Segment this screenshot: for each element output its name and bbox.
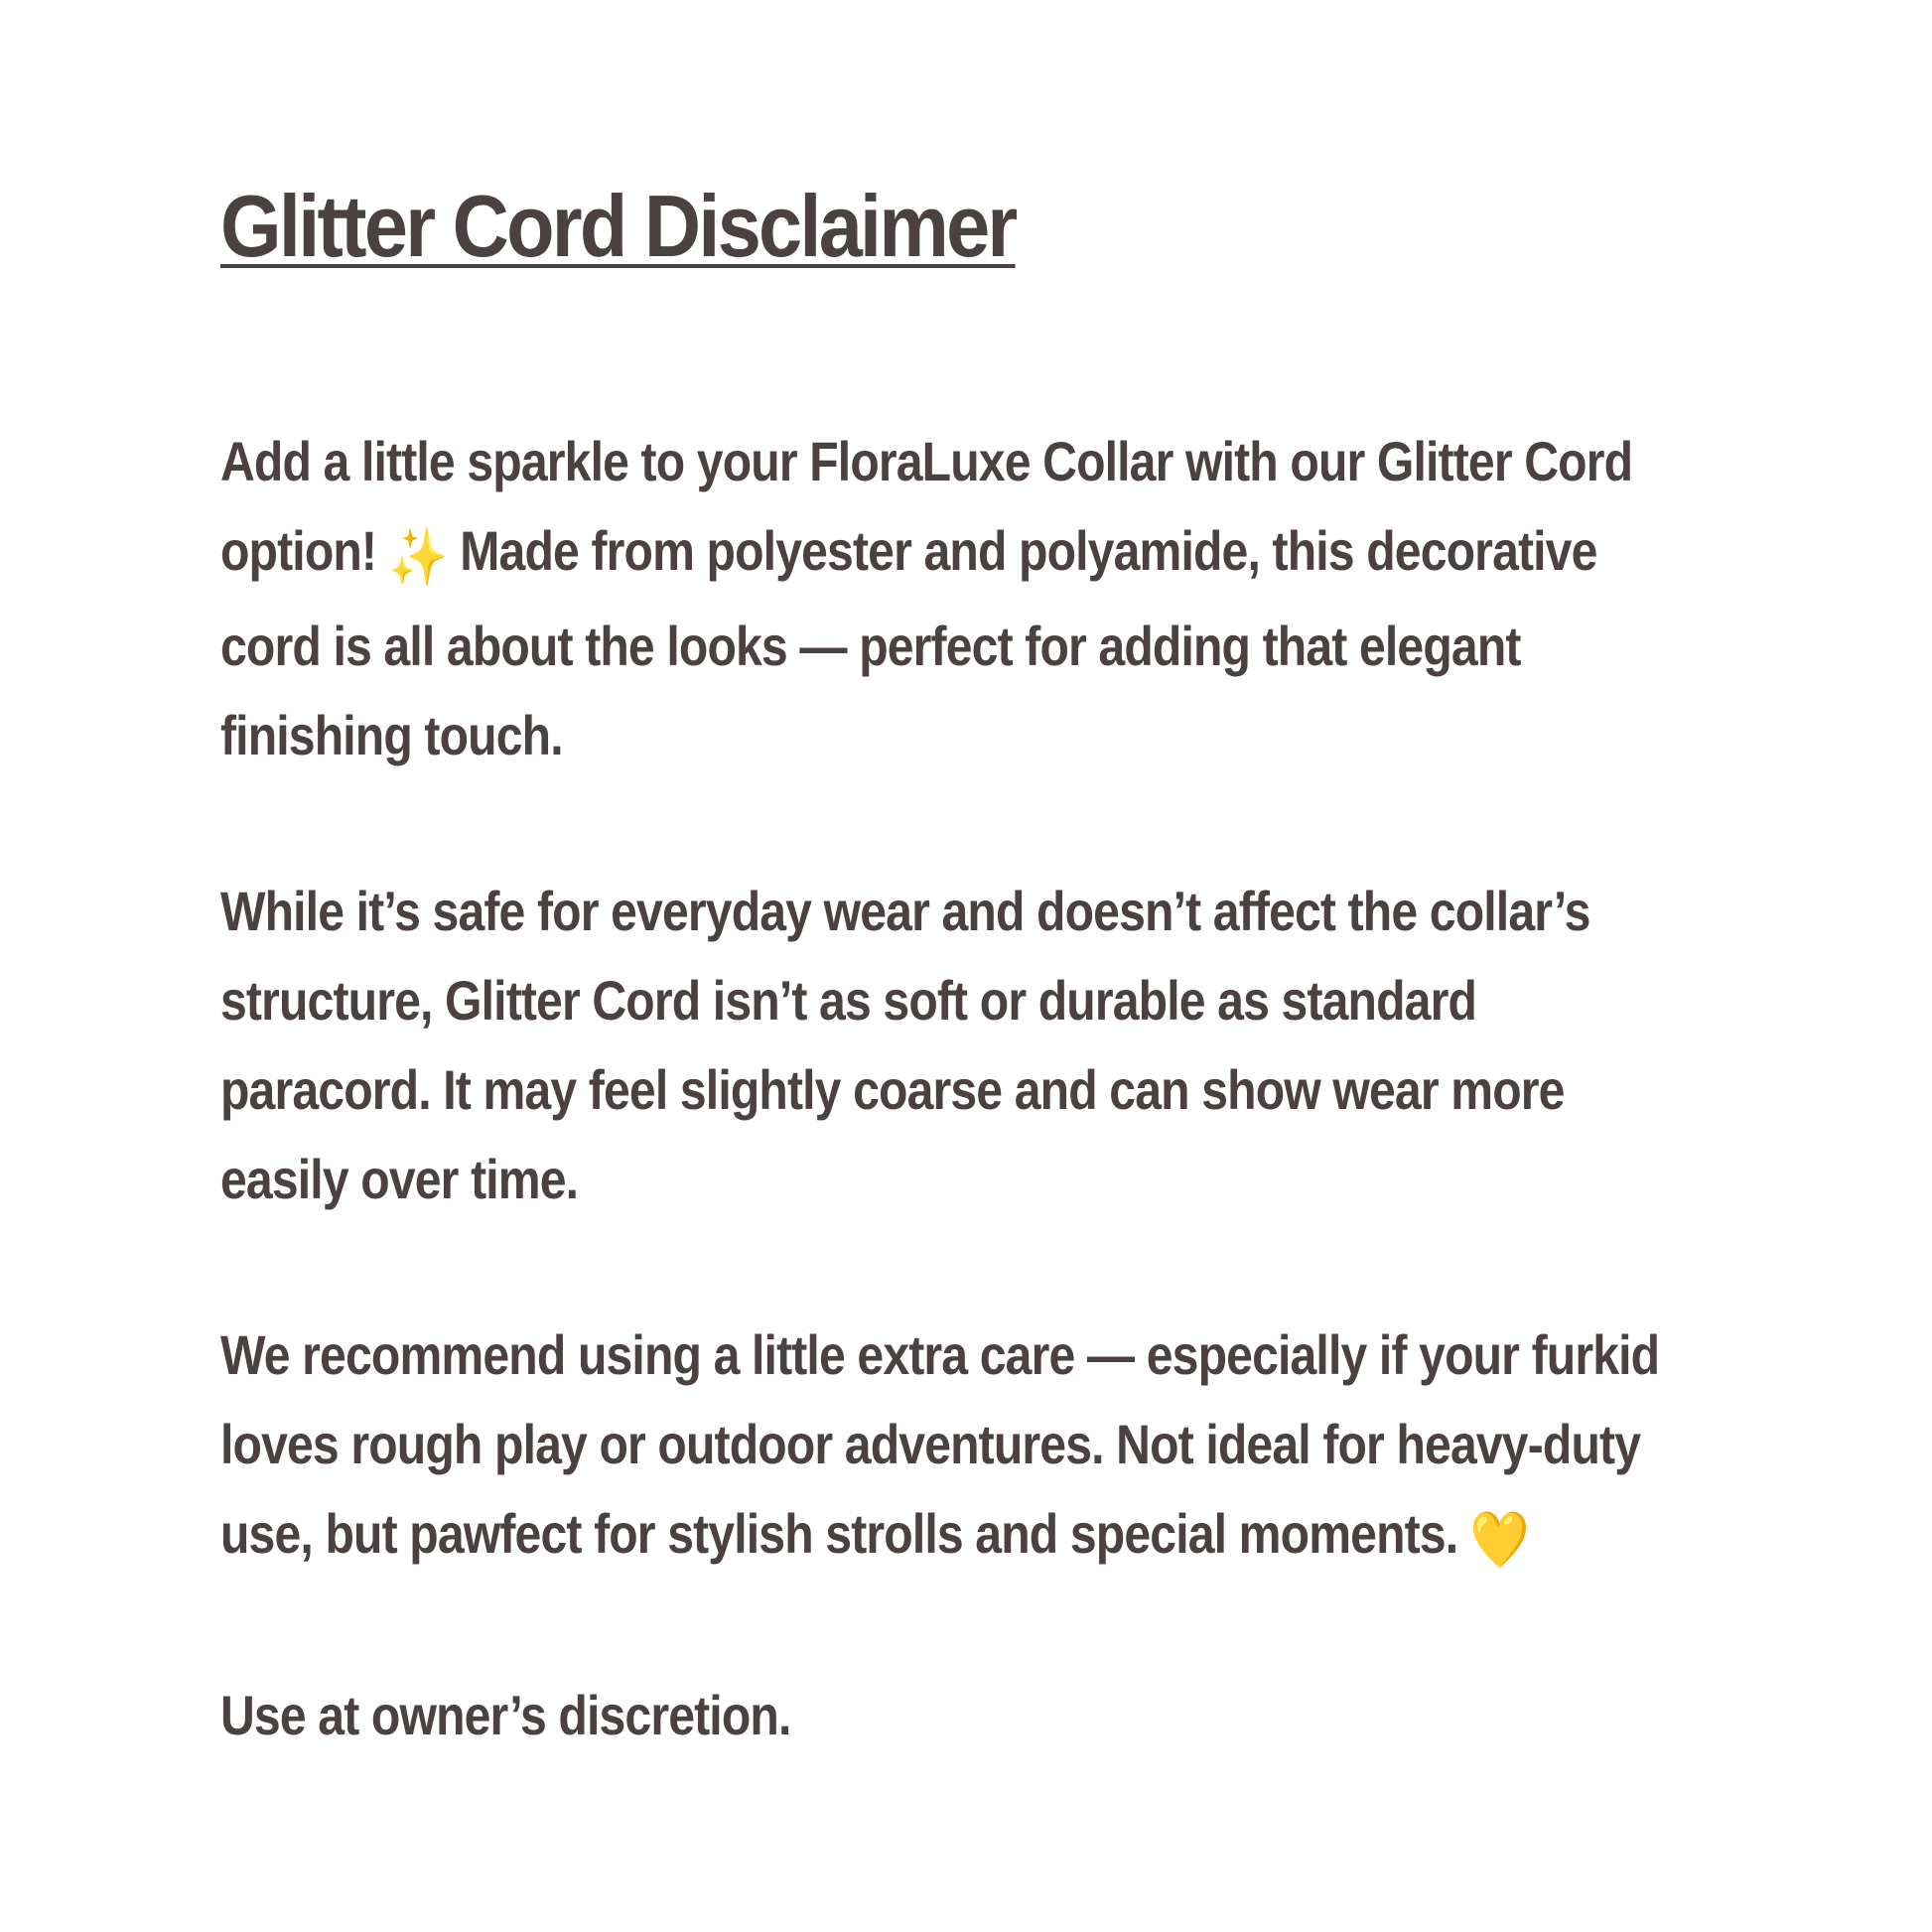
page-title: Glitter Cord Disclaimer <box>220 177 1016 275</box>
disclaimer-document <box>220 177 1769 1760</box>
intro-text-end: Made from polyester and polyamide, this decorative cord is all about the looks — perfect for adding that elegant finishing touch. <box>220 519 1597 766</box>
paragraph-recommendation <box>220 1311 1672 1585</box>
recommendation-text: We recommend using a little extra care — especially if your furkid loves rough play or outdoor adventures. Not ideal for heavy-duty use, but pawfect for stylish strolls and special moments. <box>220 1323 1660 1565</box>
paragraph-durability: While it’s safe for everyday wear and doesn’t affect the collar’s structure, Glitter Cord isn’t as soft or durable as standard paracord. It may feel slightly coarse and can show wear more easily over time. <box>220 880 1590 1210</box>
intro-text-start: Add a little sparkle to your FloraLuxe Collar with our Glitter Cord option! <box>220 430 1633 582</box>
yellow-heart-icon: 💛 <box>1469 1508 1529 1571</box>
paragraph-discretion: Use at owner’s discretion. <box>220 1684 791 1746</box>
paragraph-intro <box>220 417 1672 780</box>
sparkles-icon: ✨ <box>388 525 448 588</box>
